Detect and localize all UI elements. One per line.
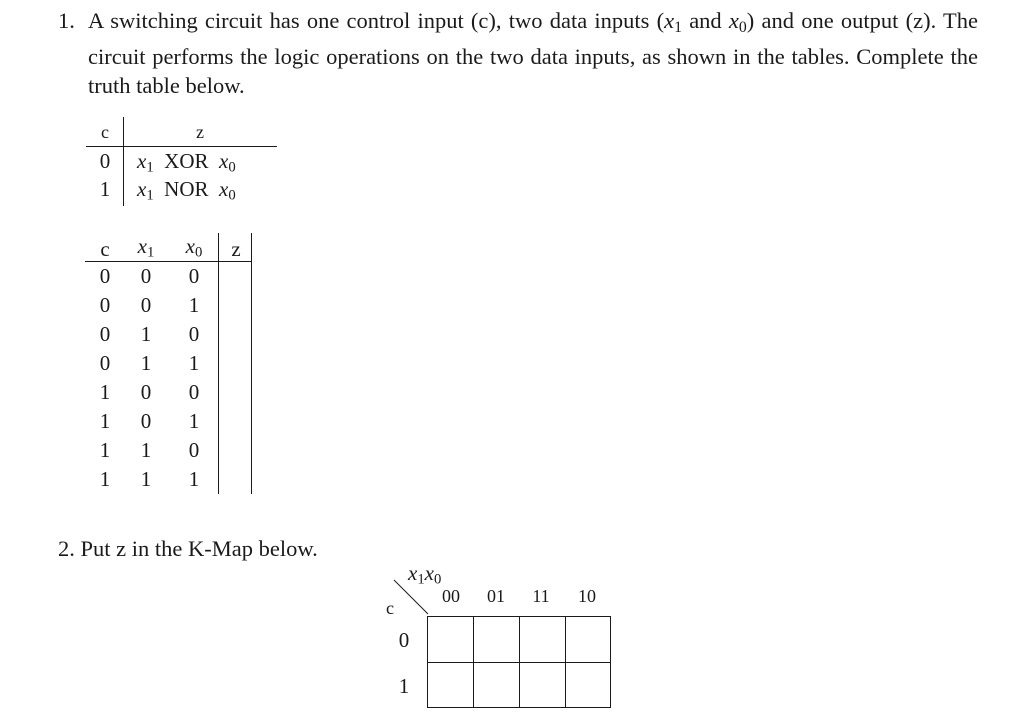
question-2-text: Put z in the K-Map below. [80, 536, 318, 561]
question-1-number: 1. [58, 8, 75, 33]
truth-table-left-rule [218, 262, 219, 494]
function-table-row-1-expr: $x_1$ NOR $x_0$ [137, 177, 236, 204]
function-table-row-0-expr: $x_1$ XOR $x_0$ [137, 149, 236, 176]
k-map-col-label-01: 01 [487, 586, 505, 606]
k-map-col-label-00: 00 [442, 586, 460, 606]
truth-table-header-rule [85, 261, 252, 262]
question-2-number: 2. [58, 536, 75, 561]
function-table-row-0-c: 0 [99, 149, 111, 173]
function-table-row-1-c: 1 [99, 177, 111, 201]
question-2 [58, 536, 318, 562]
truth-table-right-rule [251, 233, 252, 494]
function-table-vertical-rule [123, 117, 124, 206]
k-map-row-label-1: 1 [398, 674, 410, 698]
truth-table-header-z: z [231, 237, 241, 261]
function-table-header-z: z [196, 122, 204, 142]
question-1-text: A switching circuit has one control input (c), two data inputs ($x_1$ and $x_0$) and one output (z). The circuit performs the logic operations on the two data inputs, as shown in the tables. Complete the truth table below. [88, 8, 978, 98]
k-map-col-label-10: 10 [578, 586, 596, 606]
k-map-row-label-0: 0 [398, 628, 410, 652]
function-table-horizontal-rule [86, 146, 277, 147]
k-map-column-variable: $x_1x_0$ [408, 561, 442, 588]
k-map-grid [427, 616, 611, 708]
k-map-col-label-11: 11 [532, 586, 550, 606]
truth-table-header-c: c [100, 237, 110, 261]
function-table-header-c: c [101, 122, 109, 142]
k-map-row-variable: c [386, 598, 394, 618]
truth-table-header-x0: $x_0$ [185, 234, 203, 261]
truth-table-header-x1: $x_1$ [137, 234, 155, 261]
question-1 [58, 6, 978, 100]
